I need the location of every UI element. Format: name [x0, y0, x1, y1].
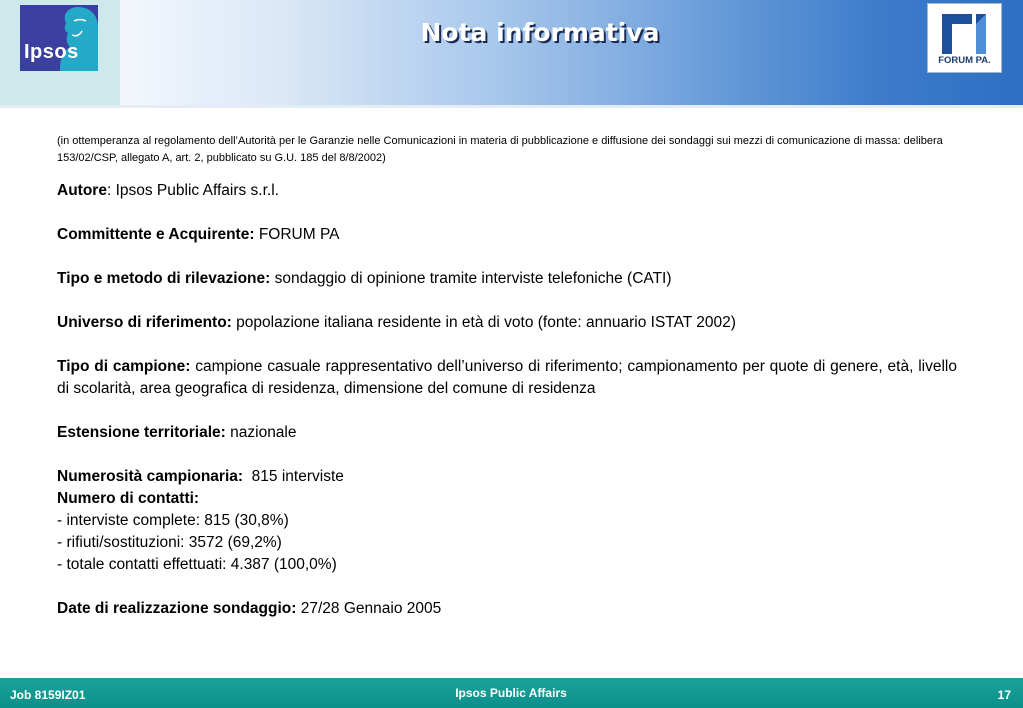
contatti-line: - totale contatti effettuati: 4.387 (100,0%)	[57, 556, 337, 573]
committente-value: FORUM PA	[254, 226, 340, 243]
numerosita-block	[57, 466, 957, 576]
autore-value: Ipsos Public Affairs s.r.l.	[115, 182, 279, 199]
ipsos-logo-text: Ipsos	[24, 41, 79, 63]
tipo-metodo-label: Tipo e metodo di rilevazione:	[57, 270, 271, 287]
ipsos-logo-icon	[20, 5, 98, 71]
header-banner	[0, 0, 1023, 108]
committente-row	[57, 224, 957, 246]
numerosita-label: Numerosità campionaria:	[57, 468, 244, 485]
page-title: Nota informativa	[420, 18, 660, 47]
committente-label: Committente e Acquirente:	[57, 226, 255, 243]
contatti-label: Numero di contatti:	[57, 490, 200, 507]
numerosita-value: 815 interviste	[243, 468, 344, 485]
campione-label: Tipo di campione:	[57, 358, 191, 375]
numerosita-row	[57, 466, 957, 488]
footer-company: Ipsos Public Affairs	[455, 686, 567, 700]
forum-pa-logo-text: FORUM PA.	[938, 55, 991, 66]
intro-note: (in ottemperanza al regolamento dell’Autorità per le Garanzie nelle Comunicazioni in materia di pubblicazione e diffusione dei sondaggi sui mezzi di comunicazione di massa: delibera 153/02/CSP, allegato A, art. 2, pubblicato su G.U. 185 del 8/8/2002)	[57, 135, 943, 164]
nota-content	[57, 133, 957, 642]
autore-row	[57, 180, 957, 202]
forum-pa-logo	[927, 3, 1002, 73]
forum-pa-logo-icon	[938, 10, 990, 54]
contatti-row	[57, 488, 957, 510]
tipo-metodo-row	[57, 268, 957, 290]
contatti-line: - interviste complete: 815 (30,8%)	[57, 512, 289, 529]
job-number: Job 8159IZ01	[10, 688, 86, 702]
autore-separator: :	[106, 182, 116, 199]
date-value: 27/28 Gennaio 2005	[296, 600, 442, 617]
header-rule	[0, 105, 1023, 108]
campione-row	[57, 356, 957, 400]
tipo-metodo-value: sondaggio di opinione tramite interviste telefoniche (CATI)	[270, 270, 672, 287]
date-row	[57, 598, 957, 620]
contatti-line: - rifiuti/sostituzioni: 3572 (69,2%)	[57, 534, 282, 551]
universo-row	[57, 312, 957, 334]
autore-label: Autore	[57, 182, 107, 199]
estensione-label: Estensione territoriale:	[57, 424, 226, 441]
universo-value: popolazione italiana residente in età di voto (fonte: annuario ISTAT 2002)	[231, 314, 736, 331]
campione-value: campione casuale rappresentativo dell’universo di riferimento; campionamento per quote di genere, età, livello di scolarità, area geografica di residenza, dimensione del comune di residenza	[57, 358, 957, 397]
estensione-row	[57, 422, 957, 444]
date-label: Date di realizzazione sondaggio:	[57, 600, 297, 617]
estensione-value: nazionale	[225, 424, 297, 441]
page-number: 17	[997, 688, 1011, 702]
universo-label: Universo di riferimento:	[57, 314, 232, 331]
footer-bar	[0, 678, 1023, 708]
